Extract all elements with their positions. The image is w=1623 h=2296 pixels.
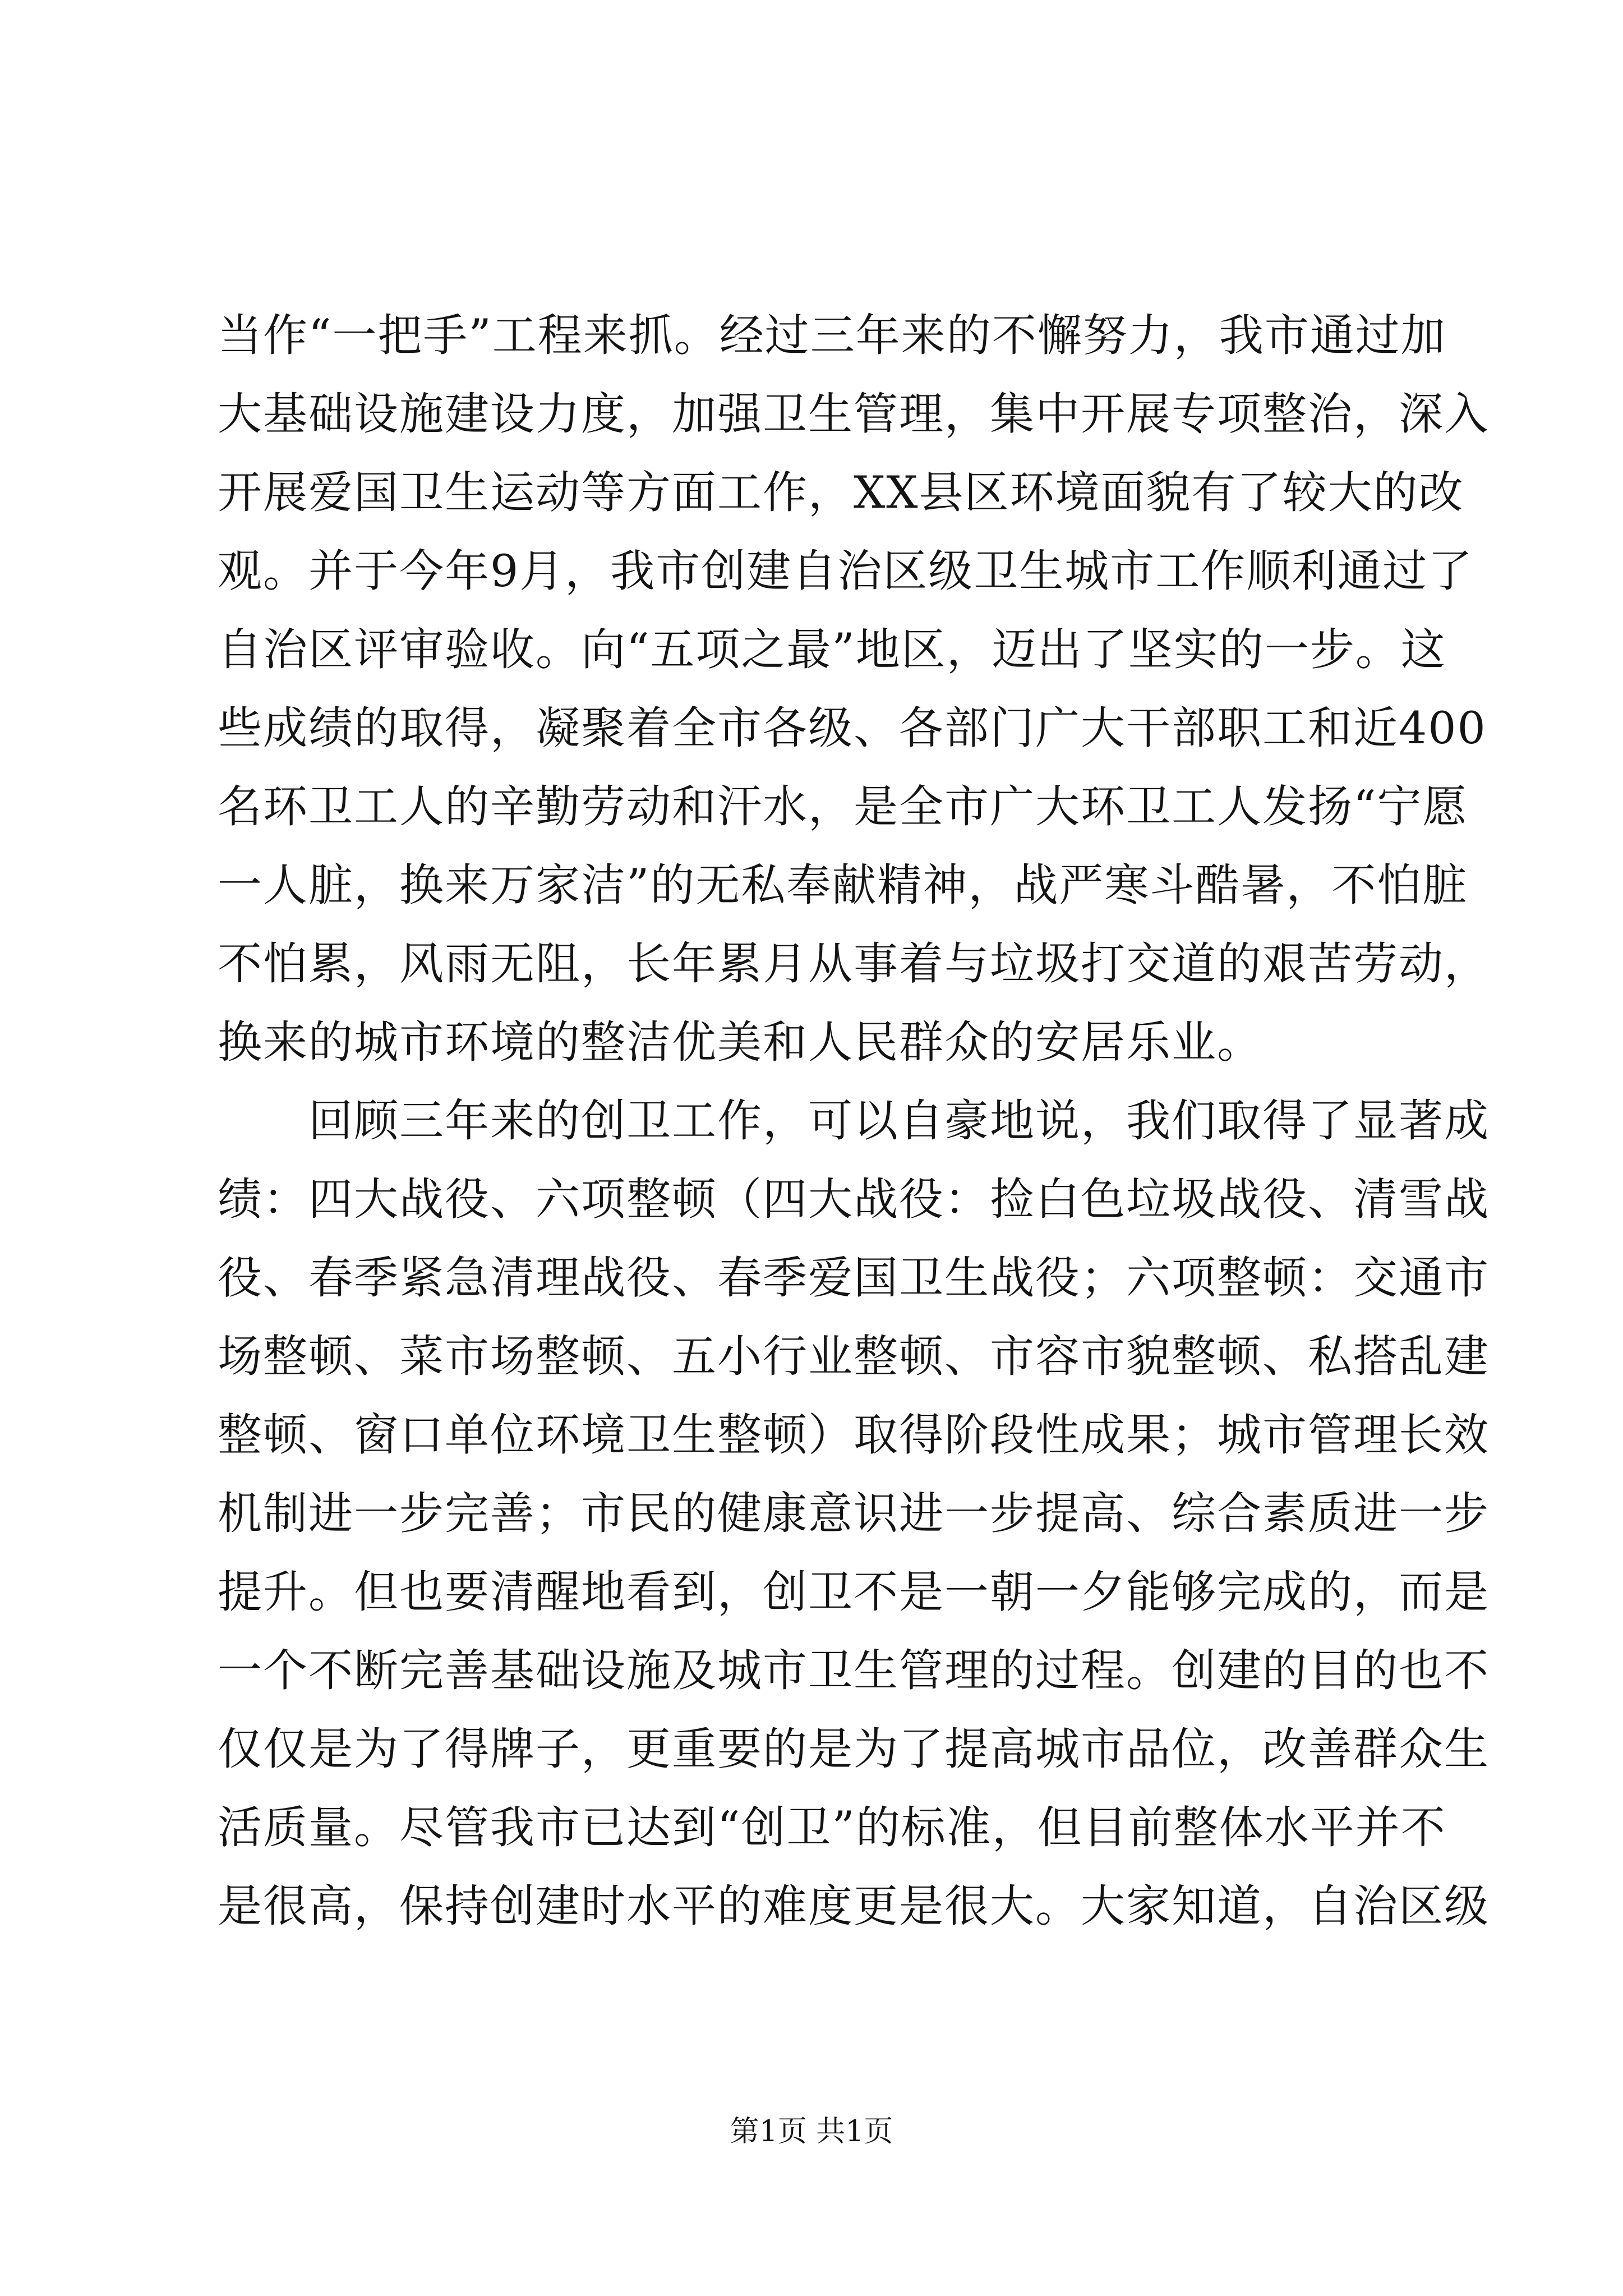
text-line: 大基础设施建设力度，加强卫生管理，集中开展专项整治，深入	[218, 388, 1490, 440]
text-line: 是很高，保持创建时水平的难度更是很大。大家知道，自治区级	[218, 1880, 1490, 1932]
text-line: 一个不断完善基础设施及城市卫生管理的过程。创建的目的也不	[218, 1645, 1490, 1696]
text-line: 整顿、窗口单位环境卫生整顿）取得阶段性成果；城市管理长效	[218, 1409, 1490, 1461]
text-line: 回顾三年来的创卫工作，可以自豪地说，我们取得了显著成	[218, 1095, 1490, 1147]
text-line: 开展爱国卫生运动等方面工作，XX县区环境面貌有了较大的改	[218, 467, 1464, 518]
text-line: 自治区评审验收。向“五项之最”地区，迈出了坚实的一步。这	[218, 624, 1446, 675]
text-line: 当作“一把手”工程来抓。经过三年来的不懈努力，我市通过加	[218, 310, 1446, 361]
text-line: 提升。但也要清醒地看到，创卫不是一朝一夕能够完成的，而是	[218, 1566, 1490, 1618]
text-line: 机制进一步完善；市民的健康意识进一步提高、综合素质进一步	[218, 1488, 1490, 1539]
text-line: 些成绩的取得，凝聚着全市各级、各部门广大干部职工和近400	[218, 702, 1487, 754]
text-line: 仅仅是为了得牌子，更重要的是为了提高城市品位，改善群众生	[218, 1723, 1490, 1775]
text-line: 绩：四大战役、六项整顿（四大战役：捡白色垃圾战役、清雪战	[218, 1174, 1490, 1225]
text-line: 役、春季紧急清理战役、春季爱国卫生战役；六项整顿：交通市	[218, 1252, 1490, 1304]
text-line: 活质量。尽管我市已达到“创卫”的标准，但目前整体水平并不	[218, 1802, 1446, 1853]
text-line: 场整顿、菜市场整顿、五小行业整顿、市容市貌整顿、私搭乱建	[218, 1331, 1490, 1382]
text-line: 观。并于今年9月，我市创建自治区级卫生城市工作顺利通过了	[218, 545, 1474, 597]
page-footer: 第1页 共1页	[730, 2115, 893, 2148]
text-line: 名环卫工人的辛勤劳动和汗水，是全市广大环卫工人发扬“宁愿	[218, 781, 1468, 832]
text-line: 一人脏，换来万家洁”的无私奉献精神，战严寒斗酷暑，不怕脏	[218, 859, 1468, 911]
text-line: 换来的城市环境的整洁优美和人民群众的安居乐业。	[218, 1016, 1262, 1068]
text-line: 不怕累，风雨无阻，长年累月从事着与垃圾打交道的艰苦劳动，	[218, 938, 1490, 990]
